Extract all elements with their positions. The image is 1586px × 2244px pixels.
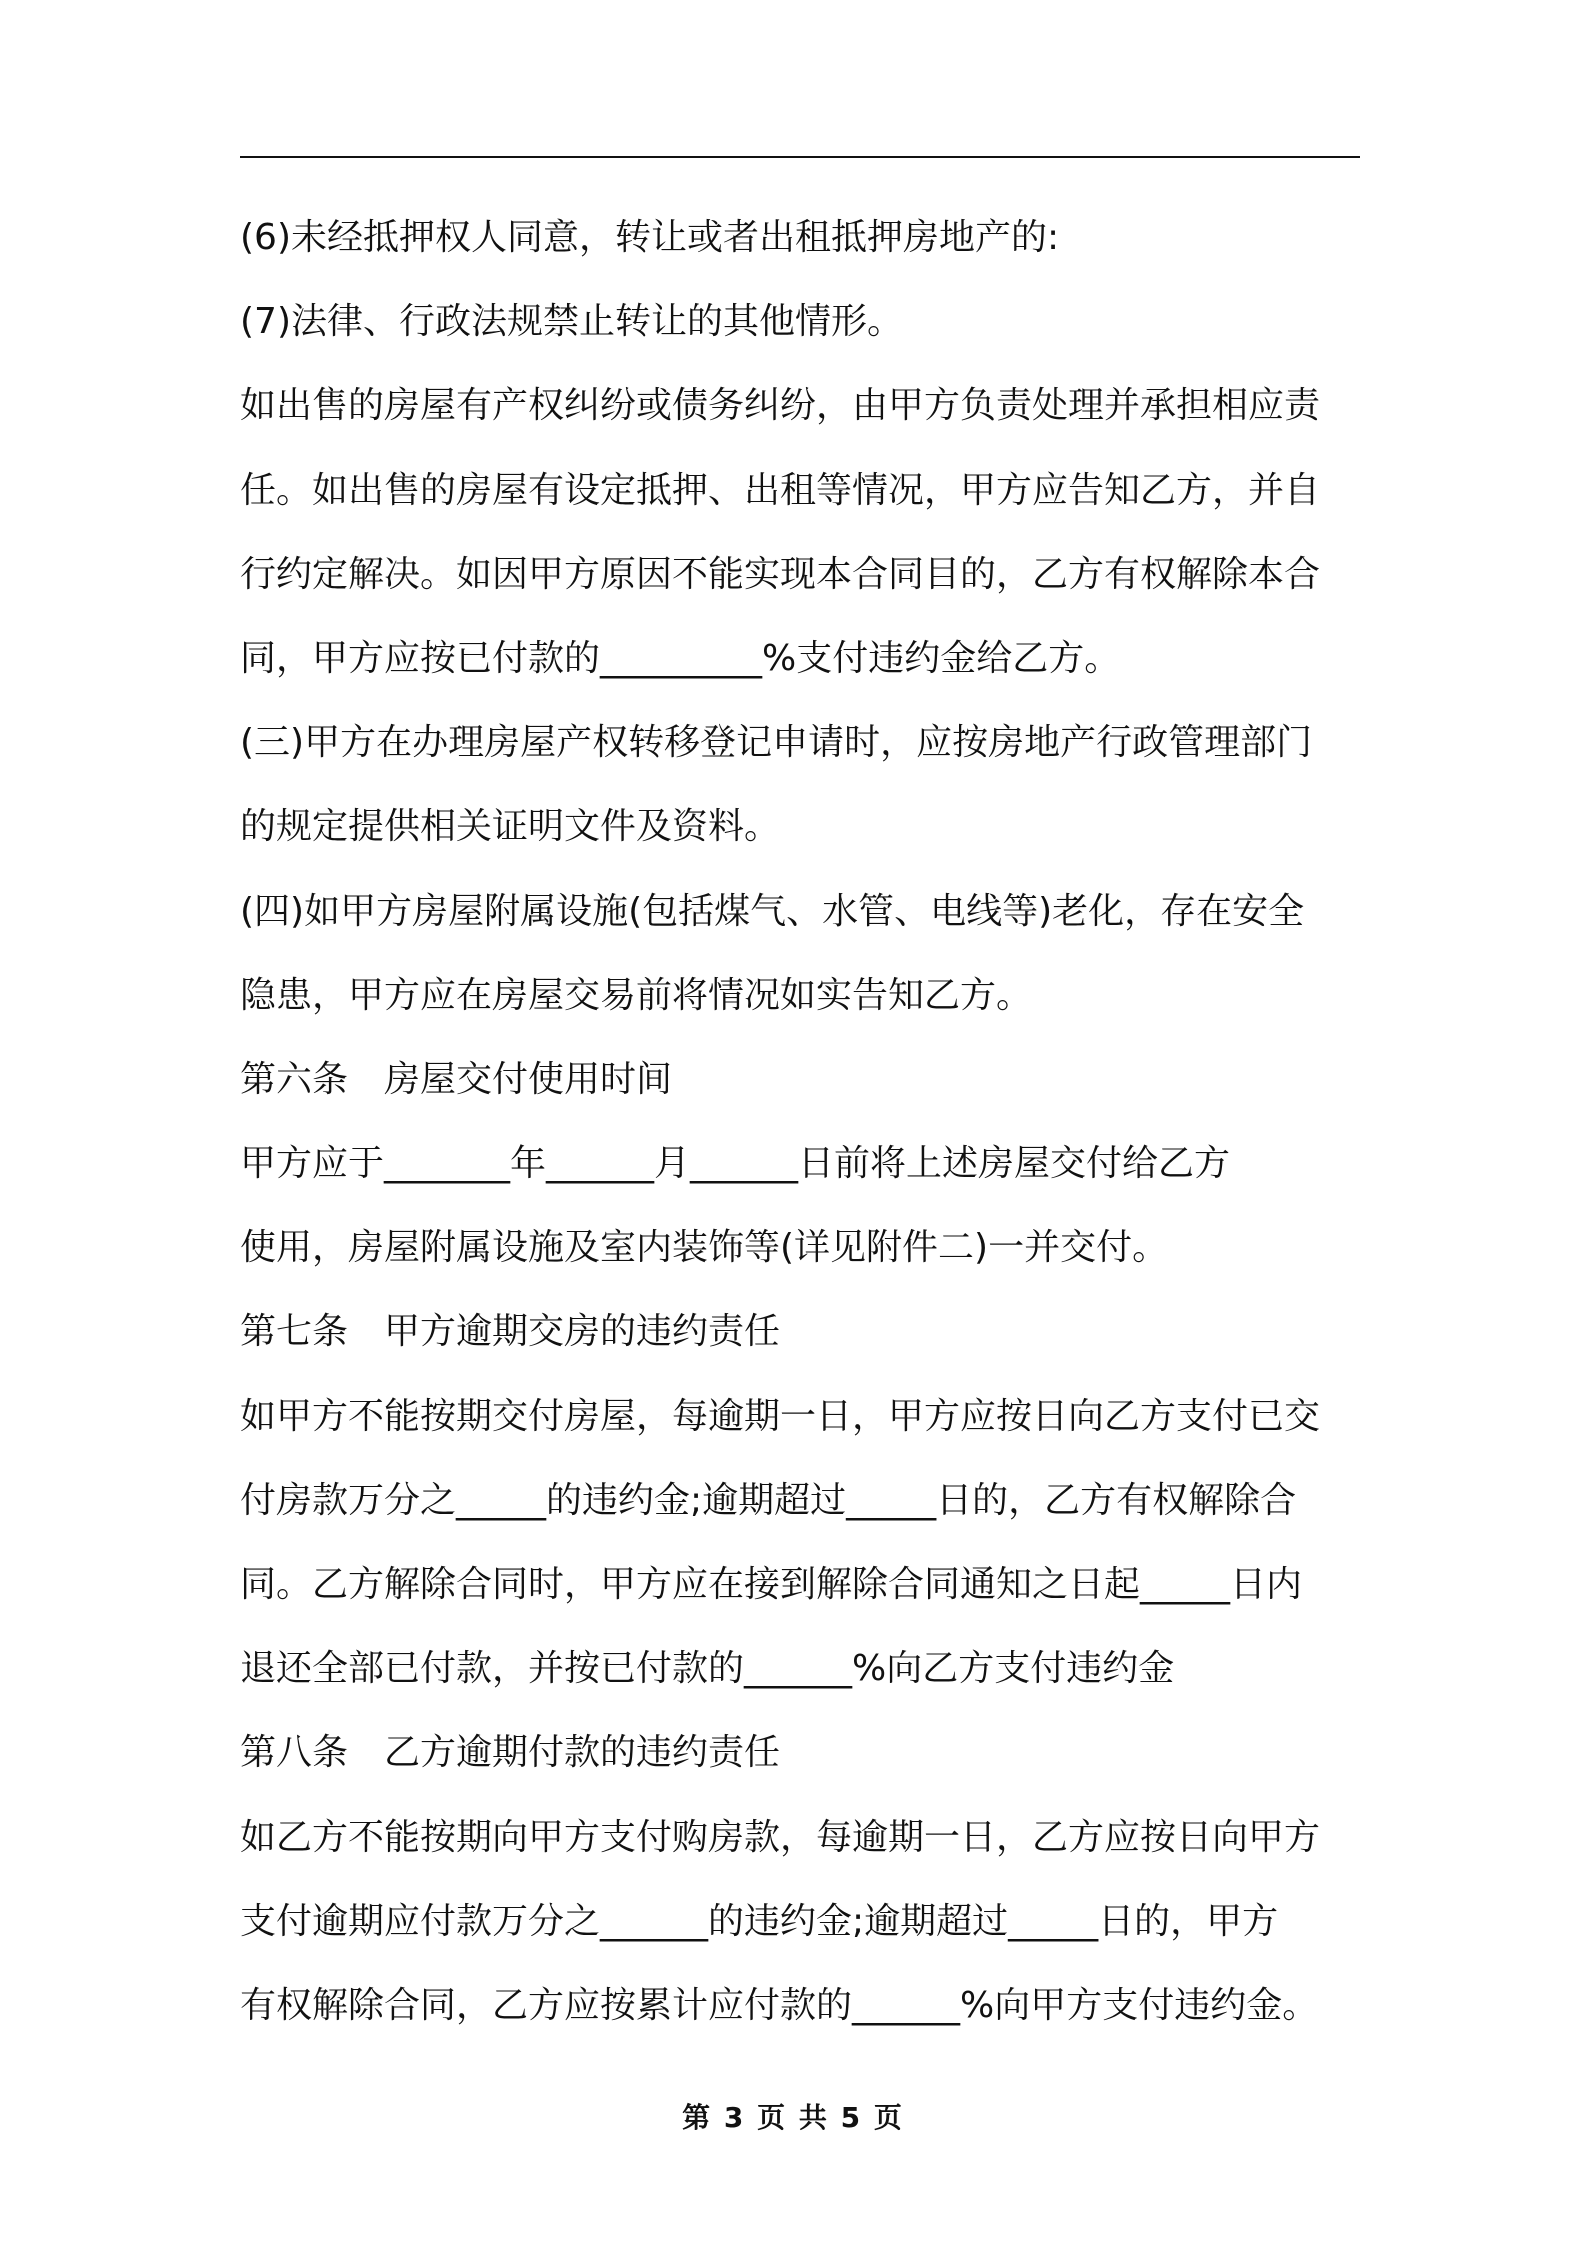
text-line: 如乙方不能按期向甲方支付购房款，每逾期一日，乙方应按日向甲方 — [240, 1816, 1321, 1858]
text-line: 退还全部已付款，并按已付款的______%向乙方支付违约金 — [240, 1648, 1175, 1690]
text-line: 甲方应于_______年______月______日前将上述房屋交付给乙方 — [240, 1143, 1231, 1185]
article-heading: 第六条 房屋交付使用时间 — [240, 1058, 673, 1100]
contract-body — [240, 196, 1360, 2048]
article-heading: 第七条 甲方逾期交房的违约责任 — [240, 1311, 781, 1353]
text-line: 同，甲方应按已付款的_________%支付违约金给乙方。 — [240, 637, 1121, 679]
text-line: (四)如甲方房屋附属设施(包括煤气、水管、电线等)老化，存在安全 — [240, 890, 1305, 932]
text-line: (7)法律、行政法规禁止转让的其他情形。 — [240, 301, 903, 343]
text-line: 如甲方不能按期交付房屋，每逾期一日，甲方应按日向乙方支付已交 — [240, 1395, 1321, 1437]
page-number: 第 3 页 共 5 页 — [682, 2101, 904, 2134]
text-line: 任。如出售的房屋有设定抵押、出租等情况，甲方应告知乙方，并自 — [240, 469, 1321, 511]
header-rule — [240, 156, 1360, 158]
text-line: (三)甲方在办理房屋产权转移登记申请时，应按房地产行政管理部门 — [240, 722, 1313, 764]
text-line: 行约定解决。如因甲方原因不能实现本合同目的，乙方有权解除本合 — [240, 553, 1321, 595]
text-line: 同。乙方解除合同时，甲方应在接到解除合同通知之日起_____日内 — [240, 1564, 1303, 1605]
text-line: 支付逾期应付款万分之______的违约金;逾期超过_____日的，甲方 — [240, 1900, 1279, 1942]
text-line: 使用，房屋附属设施及室内装饰等(详见附件二)一并交付。 — [240, 1227, 1169, 1269]
text-line: 的规定提供相关证明文件及资料。 — [240, 806, 781, 848]
text-line: 隐患，甲方应在房屋交易前将情况如实告知乙方。 — [240, 974, 1033, 1016]
text-line: 付房款万分之_____的违约金;逾期超过_____日的，乙方有权解除合 — [240, 1479, 1297, 1521]
text-line: 有权解除合同，乙方应按累计应付款的______%向甲方支付违约金。 — [240, 1984, 1319, 2026]
text-line: 如出售的房屋有产权纠纷或债务纠纷，由甲方负责处理并承担相应责 — [240, 385, 1321, 427]
text-line: (6)未经抵押权人同意，转让或者出租抵押房地产的: — [240, 217, 1060, 258]
article-heading: 第八条 乙方逾期付款的违约责任 — [240, 1732, 781, 1774]
